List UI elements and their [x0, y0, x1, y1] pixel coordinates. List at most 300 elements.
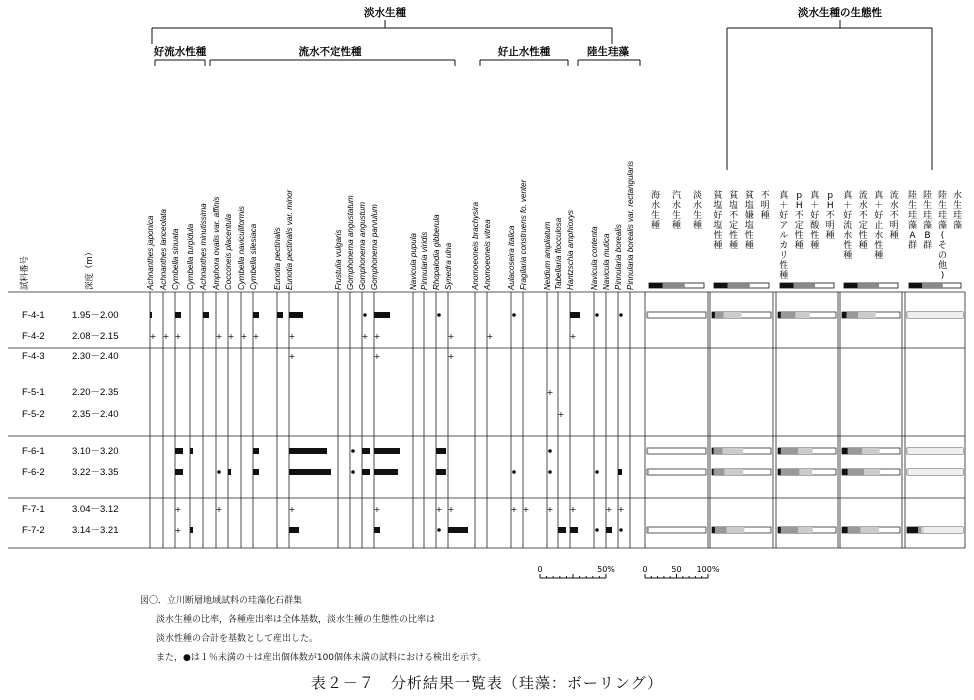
eco-header-char: 水	[952, 191, 963, 201]
species-label: Aulacoseira italica	[507, 225, 516, 290]
plus-mark: +	[605, 505, 613, 514]
eco-bar-segment	[724, 312, 742, 318]
sample-id: F-7-2	[22, 525, 45, 536]
eco-bar-segment	[724, 469, 743, 475]
abundance-bar	[570, 527, 578, 533]
eco-bar-segment	[781, 312, 796, 318]
species-label: Fragilaria construens fo. venter	[519, 179, 528, 290]
eco-legend-fill	[780, 283, 794, 288]
eco-header-char: 種	[889, 231, 899, 241]
sample-depth: 1.95－2.00	[72, 310, 119, 321]
eco-header-char: 性	[779, 261, 789, 271]
eco-header-char: ＋	[874, 201, 884, 211]
species-label: Anomoeoneis vitrea	[483, 219, 492, 290]
eco-legend-fill	[714, 283, 728, 288]
species-label: Pinnularia borealis var. rectangularis	[626, 160, 635, 290]
eco-header-char: 真	[810, 191, 820, 201]
eco-bar-segment	[712, 469, 714, 475]
eco-header-char: 藻	[937, 221, 948, 231]
eco-bar-segment	[647, 312, 648, 318]
eco-bar-segment	[778, 448, 781, 454]
plus-mark: +	[373, 332, 381, 341]
scale-label: 100%	[696, 565, 720, 574]
eco-header-char: 水	[671, 201, 682, 211]
group-flowing: 好流水性種	[153, 46, 207, 58]
species-label: Synedra ulna	[444, 242, 453, 290]
eco-legend-hatch	[794, 283, 816, 288]
plus-mark: +	[240, 332, 248, 341]
eco-header-char: 流	[889, 191, 899, 201]
plus-mark: +	[227, 332, 235, 341]
table-rows	[22, 310, 118, 536]
eco-header-char: 種	[858, 241, 868, 251]
eco-header-char: 性	[794, 231, 804, 241]
sample-depth: 2.08－2.15	[72, 331, 119, 342]
eco-header-char: 種	[692, 221, 703, 231]
eco-header-char: カ	[779, 241, 789, 251]
ecology-headers	[649, 189, 962, 288]
eco-header-char: 好	[843, 211, 853, 221]
abundance-bar	[448, 527, 468, 533]
eco-legend-hatch	[663, 283, 685, 288]
group-ecology: 淡水生種の生態性	[798, 7, 882, 19]
species-label: Neidium ampliatum	[543, 221, 552, 290]
sample-depth: 3.04－3.12	[72, 504, 119, 515]
plus-mark: +	[162, 332, 170, 341]
eco-header-char: 真	[779, 191, 789, 201]
eco-header-char: 種	[671, 221, 682, 231]
eco-header-char: 生	[650, 211, 661, 221]
eco-bar-segment	[712, 527, 715, 533]
trace-dot	[437, 313, 441, 317]
abundance-bar	[374, 527, 380, 533]
eco-header-char: 不	[889, 211, 899, 221]
eco-header-char: 定	[794, 221, 804, 231]
trace-dot	[351, 470, 355, 474]
eco-header-char: 藻	[922, 221, 933, 231]
abundance-bar	[253, 469, 259, 475]
eco-bar-segment	[862, 448, 879, 454]
abundance-bar	[289, 527, 299, 533]
plus-mark: +	[174, 505, 182, 514]
eco-header-char: 好	[779, 211, 789, 221]
eco-bar-segment	[848, 527, 861, 533]
species-headers	[146, 161, 635, 291]
eco-bar-segment	[909, 469, 963, 475]
eco-header-char: 性	[713, 231, 723, 241]
plus-mark: +	[288, 352, 296, 361]
eco-header-char: 珪	[922, 211, 933, 221]
plus-mark: +	[174, 332, 182, 341]
plus-mark: +	[617, 505, 625, 514]
species-label: Achnanthes minutissima	[199, 203, 208, 290]
scale-label: 50	[671, 565, 682, 574]
species-label: Gomphonema parvulum	[370, 204, 379, 290]
eco-header-char: 種	[650, 221, 661, 231]
figure-caption	[140, 592, 700, 668]
eco-header-char: 塩	[729, 201, 739, 211]
ecology-bars	[647, 312, 963, 533]
eco-bar-segment	[799, 469, 812, 475]
species-label: Anomoeoneis brachysira	[471, 201, 480, 290]
eco-header-char: 酸	[810, 221, 820, 231]
abundance-bar	[289, 312, 303, 318]
eco-legend-hatch	[728, 283, 750, 288]
eco-bar-segment	[781, 448, 798, 454]
eco-bar-segment	[842, 312, 847, 318]
eco-bar-segment	[848, 448, 863, 454]
eco-bar-segment	[723, 448, 744, 454]
eco-header-char: p	[796, 191, 803, 201]
eco-header-char: 種	[810, 241, 820, 251]
eco-header-char: 貧	[729, 191, 739, 201]
eco-header-char: 珪	[952, 211, 963, 221]
eco-legend-hatch	[922, 283, 943, 288]
trace-dot	[619, 313, 623, 317]
eco-bar-segment	[715, 312, 724, 318]
eco-header-char: 生	[692, 211, 703, 221]
eco-header-char: 陸	[922, 191, 933, 201]
eco-bar-segment	[858, 312, 875, 318]
plus-mark: +	[569, 332, 577, 341]
abundance-bar	[570, 312, 580, 318]
eco-header-char: 水	[692, 201, 703, 211]
eco-header-char: 淡	[692, 191, 703, 201]
sample-depth: 2.35－2.40	[72, 409, 119, 420]
eco-header-char: 明	[760, 201, 770, 211]
plus-mark: +	[288, 505, 296, 514]
eco-bar-segment	[715, 527, 727, 533]
eco-header-char: 珪	[937, 211, 948, 221]
eco-header-char: 止	[874, 221, 884, 231]
eco-header-char: 汽	[671, 191, 682, 201]
plus-mark: +	[174, 526, 182, 535]
eco-header-char: 生	[952, 201, 963, 211]
plus-mark: +	[252, 332, 260, 341]
eco-header-char: 水	[889, 201, 899, 211]
eco-bar-segment	[842, 448, 848, 454]
plus-mark: +	[373, 352, 381, 361]
abundance-bar	[558, 527, 566, 533]
trace-dot	[548, 470, 552, 474]
species-label: Navicula mutica	[602, 233, 611, 290]
eco-header-char: 陸	[907, 191, 918, 201]
sample-id: F-5-1	[22, 387, 45, 398]
sample-header: 試料番号	[20, 255, 30, 290]
trace-dot	[512, 313, 516, 317]
eco-header-char: 性	[843, 241, 853, 251]
eco-header-char: 定	[858, 221, 868, 231]
plus-mark: +	[288, 332, 296, 341]
abundance-bar	[362, 469, 370, 475]
eco-bar-segment	[907, 448, 908, 454]
eco-bar-frame	[647, 469, 706, 475]
group-freshwater: 淡水生種	[364, 7, 406, 19]
eco-header-char: 種	[713, 241, 723, 251]
species-label: Tabellaria flocculosa	[554, 217, 563, 290]
eco-bar-segment	[778, 527, 781, 533]
species-label: Achnanthes lanceolata	[159, 209, 168, 290]
eco-header-char: H	[795, 201, 803, 211]
trace-dot	[217, 470, 221, 474]
scale-bars	[537, 565, 719, 578]
eco-header-char: ＋	[779, 201, 789, 211]
eco-header-char: 藻	[907, 221, 918, 231]
eco-header-char: 定	[729, 221, 739, 231]
eco-bar-segment	[861, 527, 880, 533]
plus-mark: +	[215, 332, 223, 341]
eco-bar-segment	[798, 527, 813, 533]
species-label: Cocconeis placentula	[224, 213, 233, 290]
group-standing: 好止水性種	[497, 46, 551, 58]
sample-id: F-7-1	[22, 504, 45, 515]
eco-header-char: 性	[729, 231, 739, 241]
eco-header-char: 好	[874, 211, 884, 221]
eco-header-char: 不	[760, 191, 770, 201]
plus-mark: +	[486, 332, 494, 341]
eco-legend-hatch	[858, 283, 880, 288]
eco-header-char: そ	[937, 241, 948, 251]
eco-header-char: リ	[779, 251, 789, 261]
eco-bar-segment	[908, 312, 963, 318]
eco-bar-segment	[842, 527, 848, 533]
plus-mark: +	[447, 352, 455, 361]
eco-header-char: A	[909, 231, 916, 241]
group-indifferent: 流水不定性種	[298, 46, 362, 58]
eco-bar-segment	[712, 448, 714, 454]
abundance-bar	[175, 469, 183, 475]
scale-label: 50%	[597, 565, 615, 574]
eco-header-char: 種	[843, 251, 853, 261]
trace-dot	[595, 528, 599, 532]
page-title: 表２－７ 分析結果一覧表（珪藻：ボーリング）	[310, 674, 664, 692]
abundance-bar	[436, 469, 446, 475]
caption-line: 淡水性種の合計を基数として産出した。	[156, 634, 319, 644]
sample-depth: 2.20－2.35	[72, 387, 119, 398]
eco-header-char: 塩	[744, 201, 754, 211]
species-label: Pinnularia borealis	[614, 224, 623, 290]
species-label: Cymbella naviculiformis	[237, 205, 246, 290]
eco-header-char: 種	[760, 211, 770, 221]
eco-header-char: 群	[922, 241, 933, 251]
eco-bar-segment	[778, 469, 781, 475]
abundance-bar	[436, 448, 446, 454]
abundance-bar	[289, 469, 331, 475]
scale-label: 0	[537, 565, 543, 574]
abundance-bar	[175, 448, 183, 454]
sample-depth: 3.10－3.20	[72, 446, 119, 457]
plus-mark: +	[522, 505, 530, 514]
sample-depth: 3.14－3.21	[72, 525, 119, 536]
eco-bar-segment	[908, 448, 963, 454]
species-label: Frustulia vulgaris	[334, 229, 343, 290]
species-label: Navicula pupula	[409, 233, 418, 290]
caption-line: また，●は１％未満の＋は産出個体数が100個体未満の試料における検出を示す。	[156, 653, 487, 663]
abundance-bar	[190, 448, 193, 454]
eco-header-char: 生	[922, 201, 933, 211]
group-brackets	[152, 20, 932, 170]
species-label: Amphora ovalis var. affinis	[212, 196, 221, 290]
eco-header-char: 貧	[744, 191, 754, 201]
sample-id: F-4-1	[22, 310, 45, 321]
eco-header-char: 種	[744, 241, 754, 251]
eco-bar-segment	[847, 312, 859, 318]
plus-mark: +	[149, 332, 157, 341]
trace-dot	[595, 313, 599, 317]
eco-header-char: 真	[843, 191, 853, 201]
eco-bar-segment	[727, 527, 745, 533]
trace-dot	[351, 449, 355, 453]
sample-id: F-6-2	[22, 467, 45, 478]
eco-header-char: 塩	[744, 221, 754, 231]
abundance-bar	[374, 312, 390, 318]
species-label: Rhopalodia gibberula	[432, 214, 441, 290]
plus-mark: +	[373, 505, 381, 514]
eco-bar-segment	[781, 527, 798, 533]
abundance-bar	[253, 312, 259, 318]
plus-mark: +	[546, 505, 554, 514]
plus-mark: +	[557, 410, 565, 419]
trace-dot	[595, 470, 599, 474]
species-label: Gomphonema angustatum	[346, 195, 355, 290]
abundance-bar	[374, 469, 398, 475]
eco-header-char: 明	[889, 221, 899, 231]
abundance-bar	[289, 448, 327, 454]
eco-bar-segment	[798, 448, 813, 454]
eco-header-char: 性	[874, 241, 884, 251]
eco-header-char: 水	[874, 231, 884, 241]
eco-bar-frame	[647, 527, 706, 533]
eco-legend-fill	[844, 283, 858, 288]
eco-header-char: p	[827, 191, 834, 201]
eco-bar-frame	[647, 312, 706, 318]
eco-bar-segment	[842, 469, 848, 475]
eco-header-char: 海	[650, 191, 661, 201]
plus-mark: +	[447, 505, 455, 514]
eco-header-char: 種	[729, 241, 739, 251]
eco-header-char: 不	[858, 211, 868, 221]
eco-header-char: 塩	[713, 221, 723, 231]
eco-header-char: (	[940, 231, 945, 241]
trace-dot	[437, 528, 441, 532]
eco-header-char: ル	[779, 231, 789, 241]
abundance-bar	[203, 312, 209, 318]
sample-id: F-4-2	[22, 331, 45, 342]
eco-header-char: ＋	[843, 201, 853, 211]
scale-label: 0	[642, 565, 648, 574]
eco-legend-fill	[649, 283, 663, 288]
eco-header-char: 群	[907, 241, 918, 251]
eco-bar-segment	[647, 448, 648, 454]
plus-mark: +	[215, 505, 223, 514]
abundance-bar	[190, 527, 193, 533]
plus-mark: +	[569, 505, 577, 514]
species-label: Eunotia pectinalis var. minor	[285, 189, 294, 290]
plus-mark: +	[435, 505, 443, 514]
eco-bar-segment	[918, 527, 921, 533]
eco-header-char: 種	[794, 241, 804, 251]
species-label: Cymbella sinuata	[171, 228, 180, 290]
eco-header-char: 種	[825, 231, 835, 241]
eco-header-char: 明	[825, 221, 835, 231]
eco-header-char: 性	[858, 231, 868, 241]
eco-header-char: 流	[858, 191, 868, 201]
eco-header-char: 嫌	[744, 211, 754, 221]
group-terrestrial: 陸生珪藻	[587, 46, 629, 58]
eco-header-char: 水	[858, 201, 868, 211]
abundance-bar	[618, 469, 622, 475]
eco-bar-segment	[907, 469, 909, 475]
sample-depth: 2.30－2.40	[72, 351, 119, 362]
eco-legend-fill	[909, 283, 922, 288]
eco-header-char: 流	[843, 221, 853, 231]
eco-bar-segment	[714, 448, 723, 454]
plus-mark: +	[447, 332, 455, 341]
species-label: Cymbella silesiaca	[249, 223, 258, 290]
plus-mark: +	[546, 388, 554, 397]
eco-header-char: 珪	[907, 211, 918, 221]
abundance-bar	[228, 469, 231, 475]
abundance-bar	[374, 448, 400, 454]
species-label: Eunotia pectinalis	[273, 227, 282, 290]
trace-dot	[548, 449, 552, 453]
eco-bar-segment	[795, 312, 810, 318]
species-label: Cymbella turgidula	[186, 223, 195, 290]
eco-header-char: 生	[671, 211, 682, 221]
eco-header-char: ア	[779, 221, 789, 231]
sample-id: F-5-2	[22, 409, 45, 420]
species-label: Pinnularia viridis	[420, 231, 429, 290]
plus-mark: +	[510, 505, 518, 514]
eco-header-char: 真	[874, 191, 884, 201]
occurrence-marks	[150, 312, 625, 535]
abundance-bar	[277, 312, 283, 318]
eco-header-char: の	[937, 251, 948, 261]
eco-bar-segment	[907, 527, 918, 533]
eco-header-char: B	[924, 231, 931, 241]
trace-dot	[512, 470, 516, 474]
eco-bar-segment	[921, 527, 924, 533]
eco-bar-segment	[848, 469, 864, 475]
eco-header-char: 不	[794, 211, 804, 221]
species-label: Gomphonema angustum	[358, 201, 367, 290]
abundance-bar	[606, 527, 612, 533]
eco-header-char: 性	[744, 231, 754, 241]
eco-header-char: ＋	[810, 201, 820, 211]
eco-bar-frame	[647, 448, 706, 454]
eco-header-char: 生	[937, 201, 948, 211]
eco-header-char: H	[826, 201, 834, 211]
eco-bar-segment	[647, 469, 649, 475]
plus-mark: +	[361, 332, 369, 341]
abundance-bar	[175, 312, 181, 318]
eco-header-char: 種	[779, 271, 789, 281]
eco-bar-segment	[781, 469, 800, 475]
sample-id: F-6-1	[22, 446, 45, 457]
eco-header-char: 他	[937, 261, 948, 271]
eco-bar-segment	[712, 312, 715, 318]
eco-header-char: 水	[650, 201, 661, 211]
table-grid	[8, 292, 965, 548]
sample-depth: 3.22－3.35	[72, 467, 119, 478]
eco-header-char: 藻	[952, 221, 963, 231]
eco-header-char: 塩	[713, 201, 723, 211]
abundance-bar	[150, 312, 152, 318]
eco-header-char: 好	[713, 211, 723, 221]
abundance-bar	[362, 448, 370, 454]
caption-line: 図〇．立川断層地域試料の珪藻化石群集	[140, 596, 303, 606]
eco-bar-segment	[778, 312, 781, 318]
